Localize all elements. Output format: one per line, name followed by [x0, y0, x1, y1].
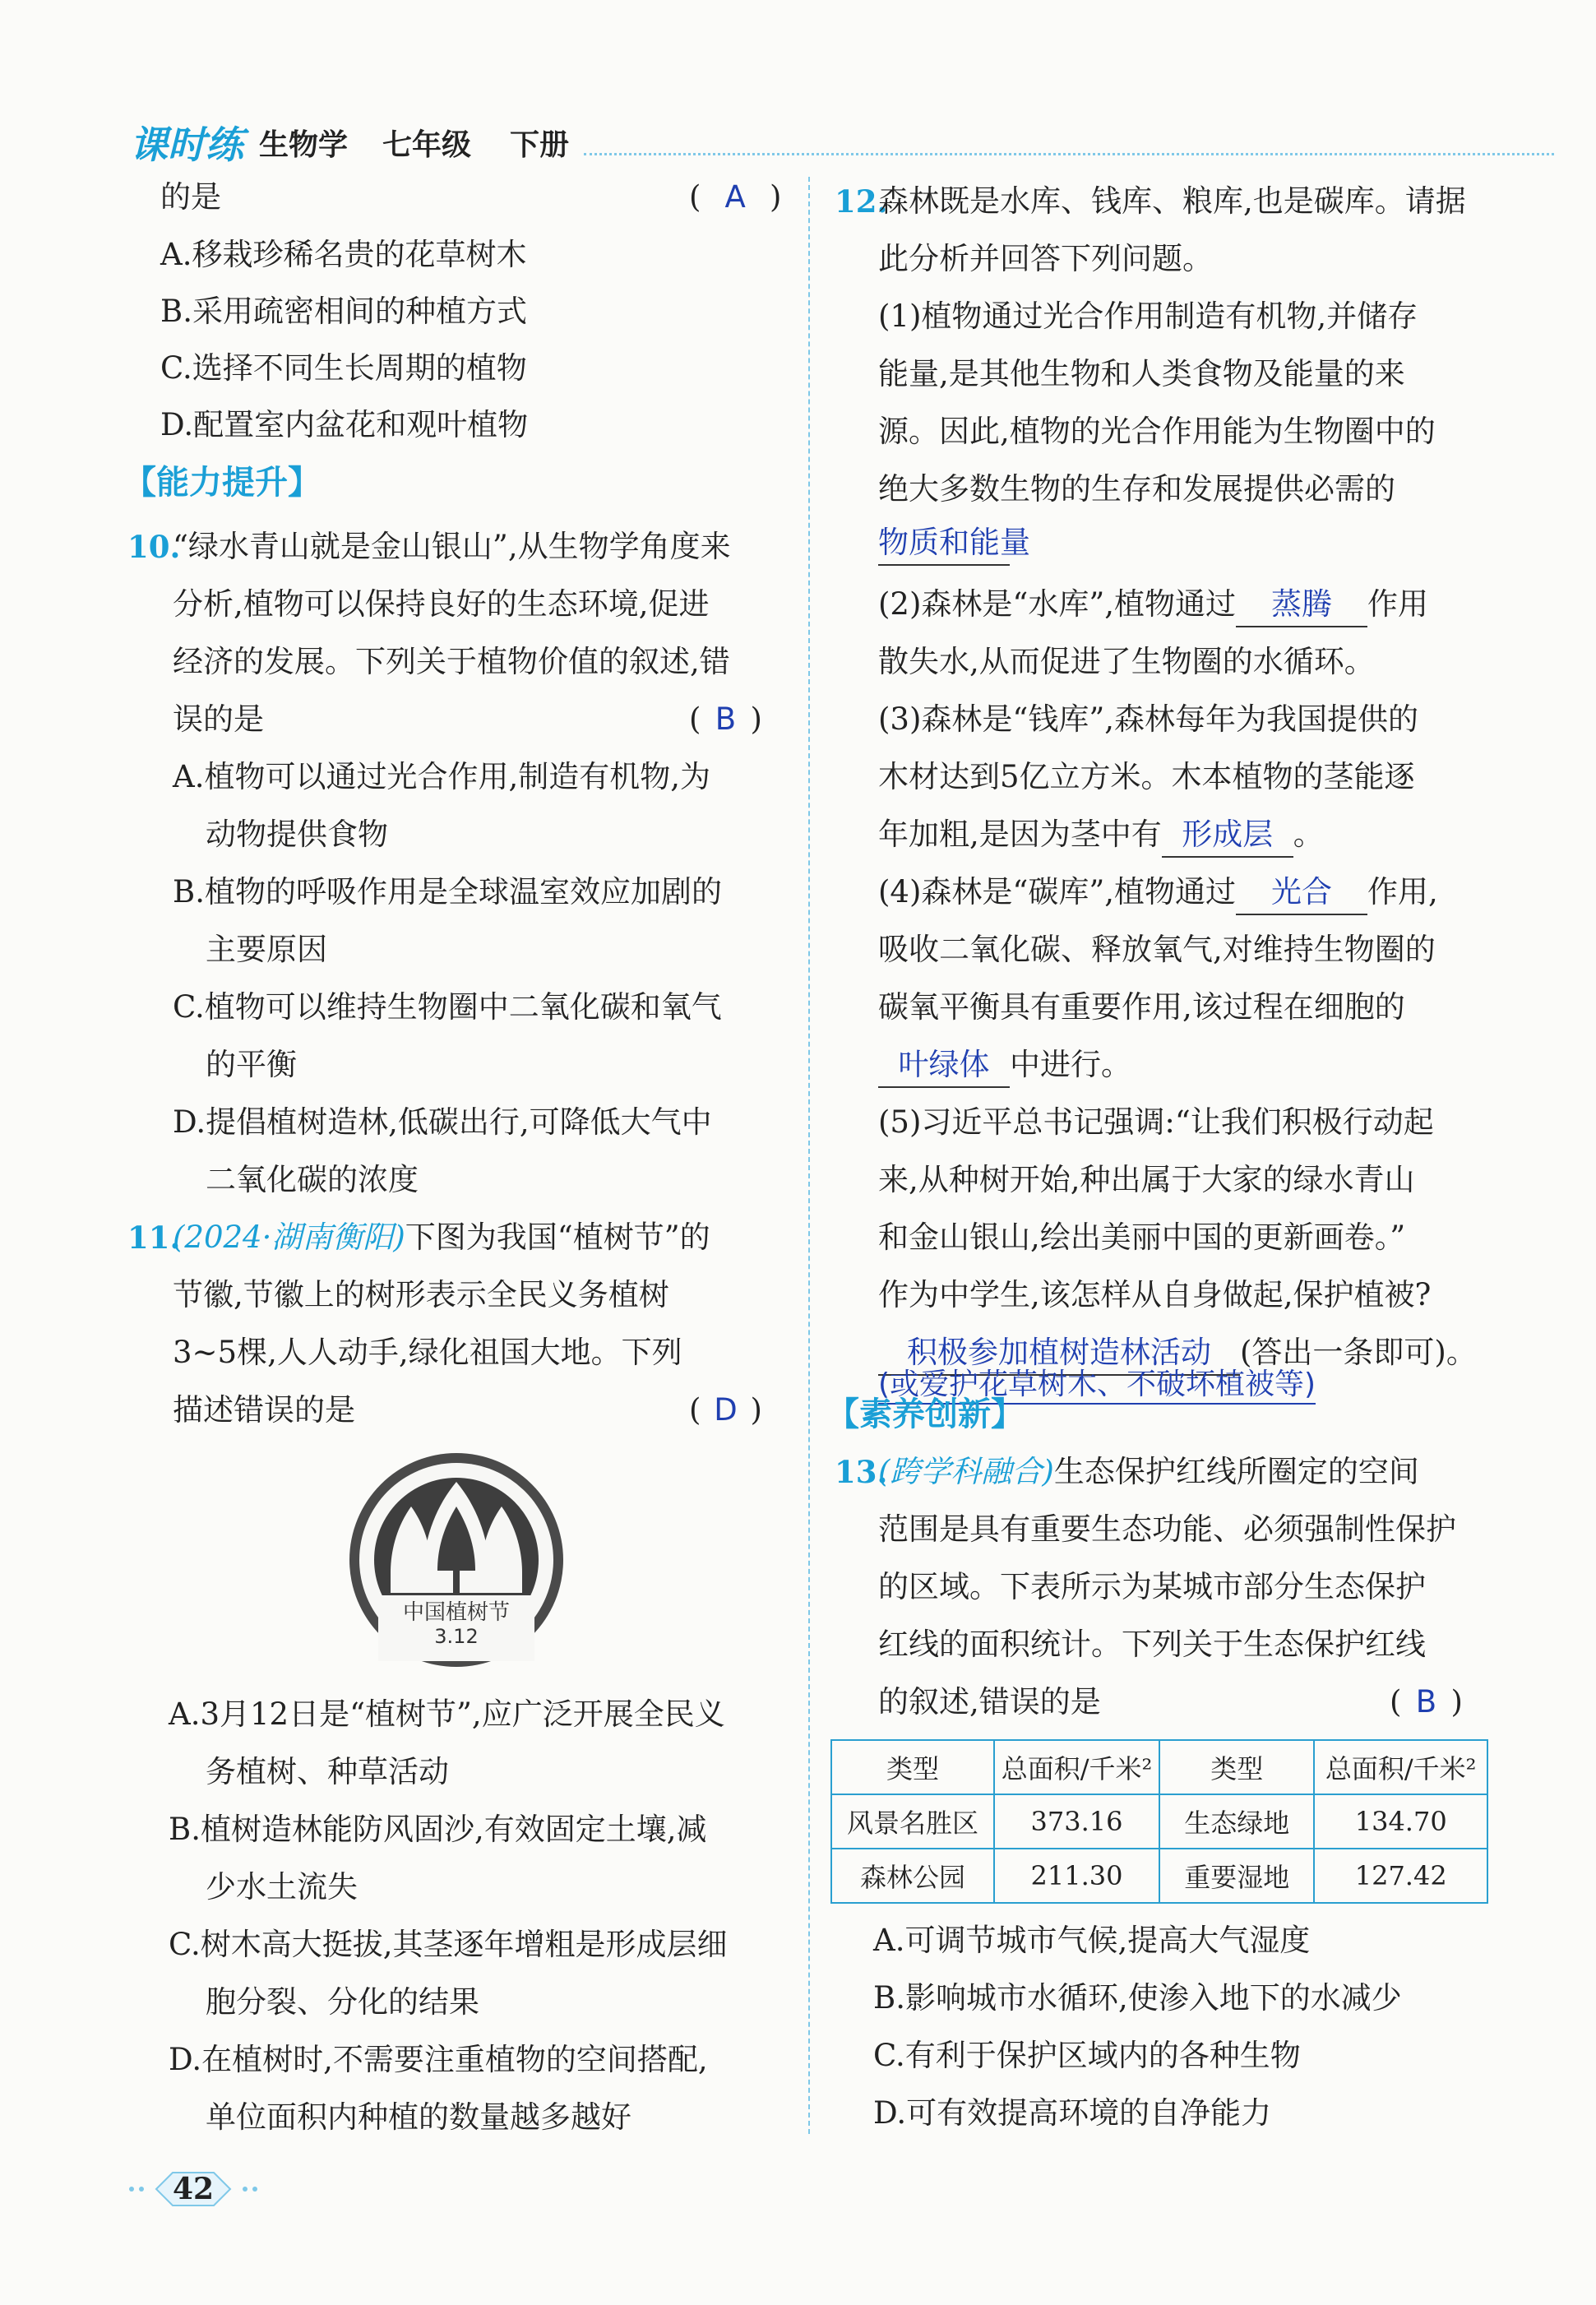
- table-cell: 重要湿地: [1159, 1849, 1314, 1903]
- q13-option-a: A.可调节城市气候,提高大气湿度: [873, 1923, 1311, 1958]
- q9-option-a: A.移栽珍稀名贵的花草树木: [160, 237, 527, 272]
- q13-answer-paren: ( B ): [1390, 1673, 1463, 1731]
- q11-answer-paren: ( D ): [689, 1382, 762, 1439]
- q10-option-c-cont: 的平衡: [206, 1047, 297, 1082]
- table-row: [831, 1794, 1487, 1849]
- q10-option-a-cont: 动物提供食物: [206, 817, 388, 852]
- q11-option-d: D.在植树时,不需要注重植物的空间搭配,: [169, 2042, 708, 2077]
- q11-option-c: C.树木高大挺拔,其茎逐年增粗是形成层细: [169, 1927, 728, 1962]
- q9-answer: A: [724, 179, 746, 215]
- q9-option-c: C.选择不同生长周期的植物: [160, 350, 527, 386]
- q12-p3-line-1: (3)森林是“钱库”,森林每年为我国提供的: [878, 701, 1419, 737]
- q12-line-2: 此分析并回答下列问题。: [878, 241, 1213, 276]
- q10-option-b-cont: 主要原因: [206, 932, 327, 967]
- q12-p1-line-4: 绝大多数生物的生存和发展提供必需的: [878, 471, 1395, 507]
- q12-p4-line-2: 吸收二氧化碳、释放氧气,对维持生物圈的: [878, 932, 1436, 967]
- q12-p1-line-2: 能量,是其他生物和人类食物及能量的来: [878, 356, 1405, 391]
- q10-answer-paren: ( B ): [689, 691, 762, 748]
- q10-number: 10.: [127, 529, 181, 565]
- table-cell: 风景名胜区: [831, 1794, 994, 1849]
- q10-answer: B: [715, 701, 737, 737]
- q10-option-b: B.植物的呼吸作用是全球温室效应加剧的: [173, 874, 722, 910]
- q10-line-2: 分析,植物可以保持良好的生态环境,促进: [173, 586, 710, 622]
- q13-answer: B: [1415, 1684, 1437, 1719]
- q10-option-a: A.植物可以通过光合作用,制造有机物,为: [173, 759, 711, 794]
- q13-line-1: (跨学科融合)生态保护红线所圈定的空间: [878, 1454, 1419, 1489]
- q12-p5-line-4: 作为中学生,该怎样从自身做起,保护植被?: [878, 1277, 1432, 1312]
- q12-p5-line-1: (5)习近平总书记强调:“让我们积极行动起: [878, 1104, 1434, 1140]
- q10-option-d: D.提倡植树造林,低碳出行,可降低大气中: [173, 1104, 712, 1140]
- q11-line-1: (2024·湖南衡阳)下图为我国“植树节”的: [173, 1220, 710, 1255]
- header-rule: [584, 153, 1554, 155]
- q12-p4-line-4: 叶绿体 中进行。: [878, 1036, 1131, 1094]
- table-cell: 211.30: [994, 1849, 1159, 1903]
- q12-p5-line-3: 和金山银山,绘出美丽中国的更新画卷。”: [878, 1220, 1406, 1255]
- q12-p4-answer-2: 叶绿体: [878, 1044, 1010, 1088]
- q12-p3-line-2: 木材达到5亿立方米。木本植物的茎能逐: [878, 759, 1415, 794]
- column-divider: [808, 177, 810, 2134]
- q12-p3-line-3: 年加粗,是因为茎中有 形成层 。: [878, 806, 1324, 863]
- q12-p4-answer: 光合: [1236, 871, 1367, 915]
- table-cell: 生态绿地: [1159, 1794, 1314, 1849]
- q9-answer-paren: ( A ): [689, 169, 781, 226]
- section-literacy: 【素养创新】: [826, 1395, 1024, 1433]
- page-number-badge: [123, 2164, 263, 2214]
- q11-answer: D: [714, 1392, 738, 1428]
- q10-option-c: C.植物可以维持生物圈中二氧化碳和氧气: [173, 989, 722, 1025]
- table-cell: 森林公园: [831, 1849, 994, 1903]
- table-cell: 373.16: [994, 1794, 1159, 1849]
- q12-p5-answer-extra: (或爱护花草树木、不破坏植被等): [878, 1367, 1316, 1405]
- q9-stem-tail: 的是: [160, 179, 221, 215]
- emblem-date: 3.12: [434, 1625, 479, 1648]
- q12-p2-line-2: 散失水,从而促进了生物圈的水循环。: [878, 644, 1375, 679]
- q12-p5-line-2: 来,从种树开始,种出属于大家的绿水青山: [878, 1162, 1415, 1197]
- tree-planting-day-emblem: [345, 1449, 567, 1671]
- q13-line-2: 范围是具有重要生态功能、必须强制性保护: [878, 1511, 1456, 1547]
- q13-line-5: 的叙述,错误的是: [878, 1684, 1101, 1719]
- emblem-text: 中国植树节: [402, 1600, 510, 1625]
- q10-line-4: 误的是: [173, 701, 264, 737]
- table-header-cell: 类型: [1159, 1740, 1314, 1794]
- q12-p1-answer: 物质和能量: [878, 521, 1010, 566]
- q11-number: 11.: [127, 1220, 181, 1256]
- page-number: 42: [172, 2172, 215, 2206]
- table-header-cell: 总面积/千米²: [994, 1740, 1159, 1794]
- table-cell: 127.42: [1314, 1849, 1487, 1903]
- q13-line-4: 红线的面积统计。下列关于生态保护红线: [878, 1627, 1426, 1662]
- q12-p1-blank: [878, 514, 1030, 572]
- q12-p2-line-1: (2)森林是“水库”,植物通过 蒸腾 作用: [878, 576, 1428, 633]
- table-header-cell: 类型: [831, 1740, 994, 1794]
- q12-p4-line-3: 碳氧平衡具有重要作用,该过程在细胞的: [878, 989, 1405, 1025]
- eco-redline-table: [830, 1739, 1488, 1904]
- q11-option-a: A.3月12日是“植树节”,应广泛开展全民义: [169, 1696, 725, 1732]
- table-header-row: [831, 1740, 1487, 1794]
- q10-line-1: “绿水青山就是金山银山”,从生物学角度来: [173, 529, 731, 564]
- q11-option-b-cont: 少水土流失: [206, 1869, 358, 1905]
- q11-option-a-cont: 务植树、种草活动: [206, 1754, 449, 1789]
- series-logo: 课时练: [130, 123, 243, 167]
- q12-line-1: 森林既是水库、钱库、粮库,也是碳库。请据: [878, 183, 1466, 219]
- q9-option-d: D.配置室内盆花和观叶植物: [160, 407, 529, 442]
- q12-p5-line-5: 积极参加植树造林活动 (答出一条即可)。: [878, 1324, 1477, 1382]
- header-grade: 七年级: [382, 128, 472, 162]
- q10-option-d-cont: 二氧化碳的浓度: [206, 1162, 419, 1197]
- q11-line-3: 3~5棵,人人动手,绿化祖国大地。下列: [173, 1335, 682, 1370]
- q12-p1-line-3: 源。因此,植物的光合作用能为生物圈中的: [878, 414, 1436, 449]
- q12-p1-line-1: (1)植物通过光合作用制造有机物,并储存: [878, 299, 1418, 334]
- table-row: [831, 1849, 1487, 1903]
- q12-p2-answer: 蒸腾: [1236, 583, 1367, 627]
- q13-number: 13.: [835, 1454, 888, 1490]
- q10-line-3: 经济的发展。下列关于植物价值的叙述,错: [173, 644, 730, 679]
- q9-option-b: B.采用疏密相间的种植方式: [160, 294, 527, 329]
- q11-source: (2024·湖南衡阳): [173, 1220, 405, 1255]
- table-header-cell: 总面积/千米²: [1314, 1740, 1487, 1794]
- q12-p3-answer: 形成层: [1162, 813, 1293, 858]
- header: [123, 115, 1571, 167]
- q13-source: (跨学科融合): [878, 1454, 1054, 1489]
- q12-p4-line-1: (4)森林是“碳库”,植物通过 光合 作用,: [878, 863, 1438, 921]
- header-subject: 生物学: [259, 128, 349, 162]
- q11-line-4: 描述错误的是: [173, 1392, 355, 1428]
- table-cell: 134.70: [1314, 1794, 1487, 1849]
- q12-number: 12.: [835, 183, 888, 220]
- q13-option-d: D.可有效提高环境的自净能力: [873, 2095, 1272, 2131]
- q11-option-d-cont: 单位面积内种植的数量越多越好: [206, 2099, 631, 2135]
- q11-option-c-cont: 胞分裂、分化的结果: [206, 1984, 479, 2020]
- section-ability: 【能力提升】: [123, 464, 321, 502]
- q13-option-b: B.影响城市水循环,使渗入地下的水减少: [873, 1980, 1402, 2016]
- header-volume: 下册: [510, 128, 570, 162]
- q13-option-c: C.有利于保护区域内的各种生物: [873, 2038, 1301, 2073]
- q12-p5-answer: 积极参加植树造林活动: [878, 1331, 1240, 1376]
- q11-option-b: B.植树造林能防风固沙,有效固定土壤,减: [169, 1812, 707, 1847]
- q13-line-3: 的区域。下表所示为某城市部分生态保护: [878, 1569, 1426, 1604]
- q11-line-2: 节徽,节徽上的树形表示全民义务植树: [173, 1277, 669, 1312]
